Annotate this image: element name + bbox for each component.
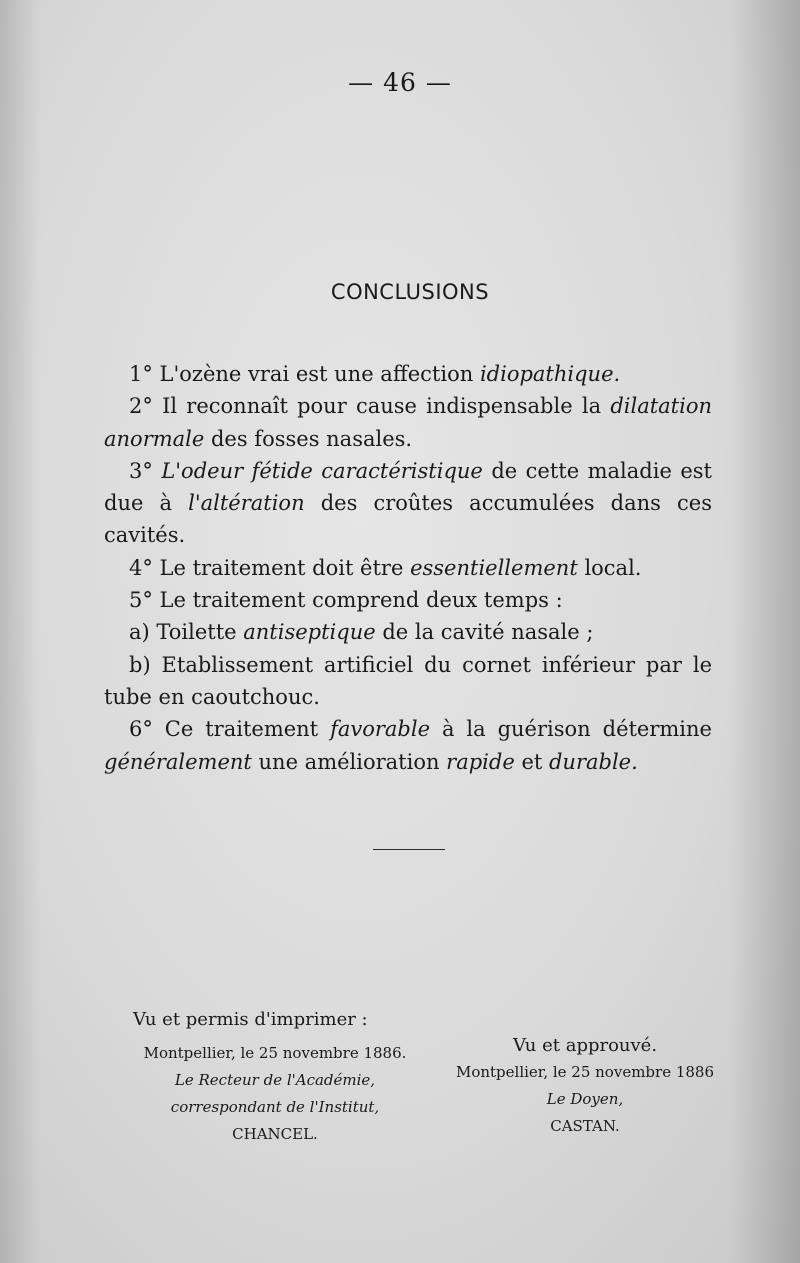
conclusion-5a: a) Toilette antiseptique de la cavité nasale ;	[129, 620, 594, 645]
rector-name: CHANCEL.	[232, 1125, 318, 1143]
page-shadow-right	[730, 0, 800, 1263]
dean-signature-block	[450, 1032, 720, 1140]
dean-name: CASTAN.	[550, 1117, 620, 1135]
imprimatur-heading: Vu et permis d'imprimer :	[133, 1009, 368, 1030]
dean-role: Le Doyen,	[546, 1090, 624, 1108]
page-number: — 46 —	[348, 68, 452, 97]
conclusion-6: 6° Ce traitement favorable à la guérison détermine généralement une amélioration rapide et durable.	[104, 717, 712, 774]
rector-role: Le Recteur de l'Académie,	[174, 1071, 376, 1089]
conclusions-list	[104, 358, 712, 778]
conclusion-4: 4° Le traitement doit être essentiellement local.	[129, 555, 642, 580]
conclusion-1: 1° L'ozène vrai est une affection idiopathique.	[129, 362, 621, 386]
rector-place-date: Montpellier, le 25 novembre 1886.	[143, 1044, 407, 1062]
section-divider	[373, 849, 445, 850]
rector-signature-block	[110, 1040, 440, 1148]
dean-place-date: Montpellier, le 25 novembre 1886	[455, 1063, 715, 1081]
section-title: CONCLUSIONS	[330, 280, 490, 304]
conclusion-2: 2° Il reconnaît pour cause indispensable la dilatation anormale des fosses nasales.	[104, 394, 712, 451]
conclusion-3: 3° L'odeur fétide caractéristique de cette maladie est due à l'altération des croûtes accumulées dans ces cavités.	[104, 458, 712, 548]
conclusion-5b: b) Etablissement artificiel du cornet inférieur par le tube en caoutchouc.	[104, 652, 712, 709]
dean-approval: Vu et approuvé.	[512, 1035, 658, 1056]
conclusion-5: 5° Le traitement comprend deux temps :	[129, 588, 563, 613]
rector-role-institut: correspondant de l'Institut,	[170, 1098, 380, 1116]
page-shadow-left	[0, 0, 40, 1263]
